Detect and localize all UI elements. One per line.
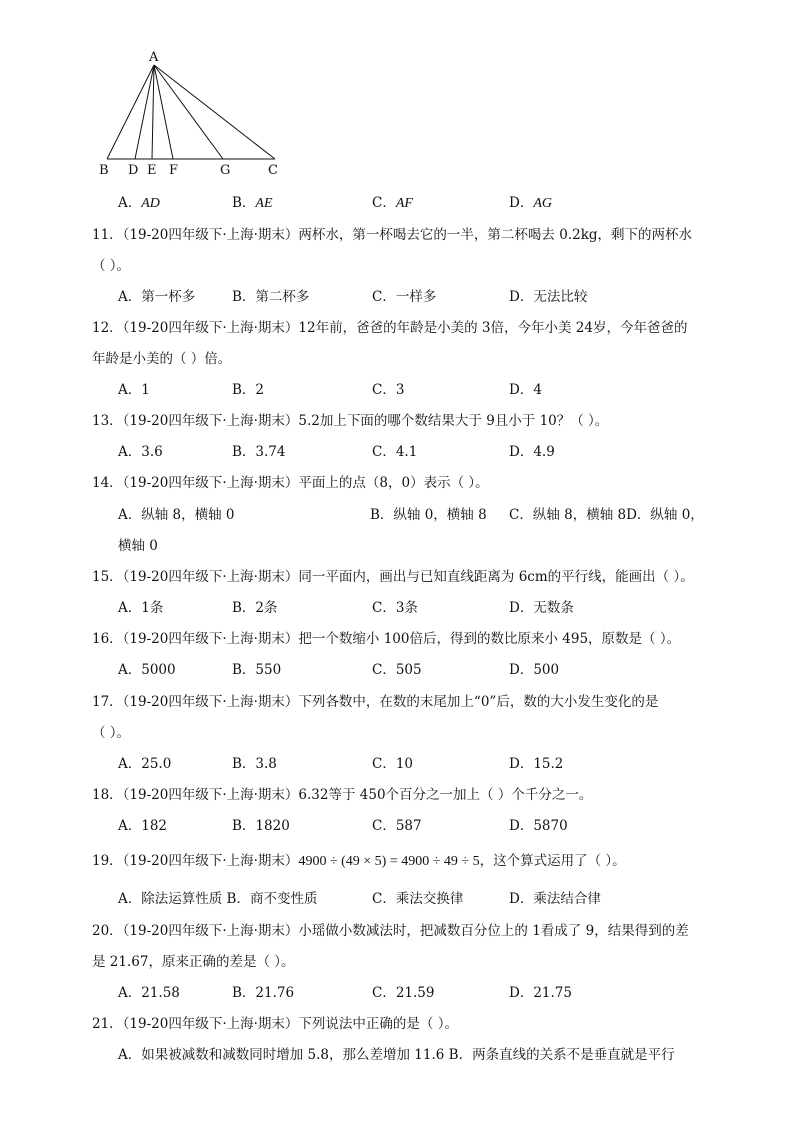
option-letter: B．: [232, 195, 256, 211]
q17-option-c[interactable]: C．10: [372, 756, 414, 772]
option-letter: A．: [118, 195, 142, 211]
q12-option-d[interactable]: D．4: [509, 382, 542, 398]
q19-stem-line1: [92, 852, 626, 871]
option-text: AE: [255, 196, 273, 211]
q19-formula: 4900 ÷ (49 × 5) = 4900 ÷ 49 ÷ 5: [298, 854, 480, 869]
vertex-label-G: G: [220, 163, 231, 178]
vertex-label-B: B: [99, 163, 109, 178]
q11-option-b[interactable]: B．第二杯多: [232, 289, 310, 305]
q18-option-b[interactable]: B．1820: [232, 818, 290, 834]
q11-option-c[interactable]: C．一样多: [372, 289, 437, 305]
q16-option-c[interactable]: C．505: [372, 662, 422, 678]
option-text: AG: [533, 196, 552, 211]
q18-stem-line1: 18．（19-20四年级下·上海·期末）6.32等于 450个百分之一加上（ ）个千分之一。: [92, 787, 593, 803]
q18-option-a[interactable]: A．182: [118, 818, 168, 834]
q14-stem-line1: 14．（19-20四年级下·上海·期末）平面上的点（8，0）表示（ ）。: [92, 475, 489, 491]
q13-option-c[interactable]: C．4.1: [372, 444, 418, 460]
option-text: AD: [141, 196, 160, 211]
q10-option-d[interactable]: [509, 194, 552, 213]
option-letter: C．: [372, 195, 396, 211]
q17-option-a[interactable]: A．25.0: [118, 756, 172, 772]
q10-option-a[interactable]: [118, 194, 160, 213]
q16-option-b[interactable]: B．550: [232, 662, 282, 678]
q19-suffix: ，这个算式运用了（ ）。: [479, 853, 626, 869]
q12-option-a[interactable]: A．1: [118, 382, 150, 398]
q17-option-d[interactable]: D．15.2: [509, 756, 564, 772]
q11-stem-line2: （ ）。: [92, 258, 131, 274]
q16-option-a[interactable]: A．5000: [118, 662, 176, 678]
q11-option-a[interactable]: A．第一杯多: [118, 289, 196, 305]
vertex-label-D: D: [128, 163, 139, 178]
q14-option-d-cont[interactable]: 横轴 0: [118, 538, 158, 554]
q12-stem-line2: 年龄是小美的（ ）倍。: [92, 351, 232, 367]
q15-option-d[interactable]: D．无数条: [509, 600, 574, 616]
q16-option-d[interactable]: D．500: [509, 662, 560, 678]
q12-option-c[interactable]: C．3: [372, 382, 405, 398]
q14-option-a[interactable]: A．纵轴 8，横轴 0: [118, 507, 235, 523]
vertex-label-A: A: [149, 50, 159, 65]
segment-AD: [135, 65, 154, 159]
option-text: AF: [395, 196, 413, 211]
q13-option-d[interactable]: D．4.9: [509, 444, 555, 460]
q15-option-b[interactable]: B．2条: [232, 600, 278, 616]
q19-option-c[interactable]: C．乘法交换律: [372, 891, 464, 907]
q14-option-cd[interactable]: C．纵轴 8，横轴 8D．纵轴 0，: [509, 507, 704, 523]
q15-stem-line1: 15．（19-20四年级下·上海·期末）同一平面内，画出与已知直线距离为 6cm的平行线，能画出（ ）。: [92, 569, 694, 585]
segment-AF: [154, 65, 173, 159]
triangle-diagram: [95, 48, 285, 180]
q21-option-ab[interactable]: A．如果被减数和减数同时增加 5.8，那么差增加 11.6 B．两条直线的关系不是垂直就是平行: [118, 1047, 675, 1063]
q17-stem-line2: （ ）。: [92, 725, 131, 741]
q11-option-d[interactable]: D．无法比较: [509, 289, 588, 305]
q19-prefix: 19．（19-20四年级下·上海·期末）: [92, 853, 299, 869]
triangle-figure: [95, 48, 285, 180]
q17-option-b[interactable]: B．3.8: [232, 756, 277, 772]
vertex-label-C: C: [268, 163, 278, 178]
q18-option-c[interactable]: C．587: [372, 818, 422, 834]
segment-AE: [152, 65, 154, 159]
q19-option-d[interactable]: D．乘法结合律: [509, 891, 601, 907]
q20-stem-line2: 是 21.67，原来正确的差是（ ）。: [92, 954, 295, 970]
q17-stem-line1: 17．（19-20四年级下·上海·期末）下列各数中，在数的末尾加上“0”后，数的大小发生变化的是: [92, 694, 659, 710]
q12-option-b[interactable]: B．2: [232, 382, 265, 398]
q18-option-d[interactable]: D．5870: [509, 818, 568, 834]
q10-option-b[interactable]: [232, 194, 273, 213]
q10-option-c[interactable]: [372, 194, 413, 213]
option-letter: D．: [509, 195, 534, 211]
q11-stem-line1: 11．（19-20四年级下·上海·期末）两杯水，第一杯喝去它的一半，第二杯喝去 0.2kg，剩下的两杯水: [92, 227, 693, 243]
q14-option-b[interactable]: B．纵轴 0，横轴 8: [370, 507, 487, 523]
q20-option-c[interactable]: C．21.59: [372, 985, 435, 1001]
q16-stem-line1: 16．（19-20四年级下·上海·期末）把一个数缩小 100倍后，得到的数比原来小 495，原数是（ ）。: [92, 631, 681, 647]
segment-AB: [107, 65, 154, 159]
q20-option-b[interactable]: B．21.76: [232, 985, 295, 1001]
q20-option-a[interactable]: A．21.58: [118, 985, 180, 1001]
q13-option-b[interactable]: B．3.74: [232, 444, 286, 460]
q12-stem-line1: 12．（19-20四年级下·上海·期末）12年前，爸爸的年龄是小美的 3倍，今年小美 24岁，今年爸爸的: [92, 320, 688, 336]
vertex-label-E: E: [147, 163, 157, 178]
q21-stem-line1: 21．（19-20四年级下·上海·期末）下列说法中正确的是（ ）。: [92, 1016, 458, 1032]
q20-stem-line1: 20．（19-20四年级下·上海·期末）小瑶做小数减法时，把减数百分位上的 1看成了 9，结果得到的差: [92, 923, 689, 939]
segment-AC: [154, 65, 275, 159]
q13-stem-line1: 13．（19-20四年级下·上海·期末）5.2加上下面的哪个数结果大于 9且小于 10？（ ）。: [92, 413, 609, 429]
q15-option-a[interactable]: A．1条: [118, 600, 164, 616]
vertex-label-F: F: [169, 163, 179, 178]
q20-option-d[interactable]: D．21.75: [509, 985, 572, 1001]
segment-AG: [154, 65, 223, 159]
q15-option-c[interactable]: C．3条: [372, 600, 418, 616]
q19-option-ab[interactable]: A．除法运算性质 B．商不变性质: [118, 891, 318, 907]
q13-option-a[interactable]: A．3.6: [118, 444, 163, 460]
